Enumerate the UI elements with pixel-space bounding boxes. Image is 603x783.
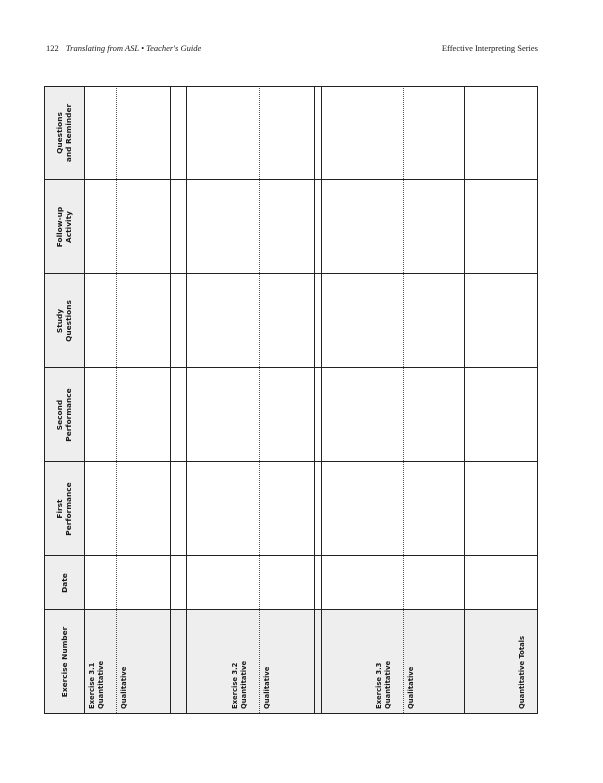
row-exercise-3-2-label: Exercise 3.2 Quantitative	[231, 660, 248, 709]
grid-line	[44, 555, 538, 556]
grid-line	[321, 86, 322, 714]
row-divider-dotted	[259, 86, 260, 714]
col-questions-reminder: Questions and Reminder	[55, 103, 73, 163]
series-title: Effective Interpreting Series	[441, 43, 538, 53]
page-number: 122	[46, 43, 59, 53]
row-exercise-3-1-qualitative: Qualitative	[120, 666, 128, 709]
grid-line	[44, 609, 538, 610]
col-second-performance: Second Performance	[55, 388, 73, 442]
row-exercise-3-2-qualitative: Qualitative	[263, 666, 271, 709]
grid-line	[314, 86, 315, 714]
col-study-questions: Study Questions	[55, 300, 73, 342]
grid-line	[44, 713, 538, 714]
grid-line	[170, 86, 171, 714]
col-exercise-number: Exercise Number	[59, 626, 69, 698]
grid-line	[537, 86, 538, 714]
grid-line	[84, 86, 85, 714]
row-divider-dotted	[403, 86, 404, 714]
grid-line	[44, 461, 538, 462]
page-header	[46, 41, 538, 55]
performance-log-table	[44, 86, 538, 714]
col-follow-up-activity: Follow-up Activity	[55, 206, 73, 248]
row-quantitative-totals: Quantitative Totals	[518, 635, 526, 709]
grid-line	[44, 86, 538, 87]
running-head-left	[46, 41, 201, 55]
row-exercise-3-3-label: Exercise 3.3 Quantitative	[375, 660, 392, 709]
book-title: Translating from ASL • Teacher's Guide	[65, 43, 202, 53]
grid-line	[44, 273, 538, 274]
col-first-performance: First Performance	[55, 482, 73, 536]
grid-line	[44, 179, 538, 180]
grid-line	[44, 367, 538, 368]
row-exercise-3-1-label: Exercise 3.1 Quantitative	[88, 660, 105, 709]
col-date: Date	[59, 573, 69, 593]
rotated-table	[44, 86, 538, 714]
grid-line	[44, 86, 45, 714]
grid-line	[186, 86, 187, 714]
row-exercise-3-3-qualitative: Qualitative	[407, 666, 415, 709]
row-divider-dotted	[116, 86, 117, 714]
grid-line	[464, 86, 465, 714]
